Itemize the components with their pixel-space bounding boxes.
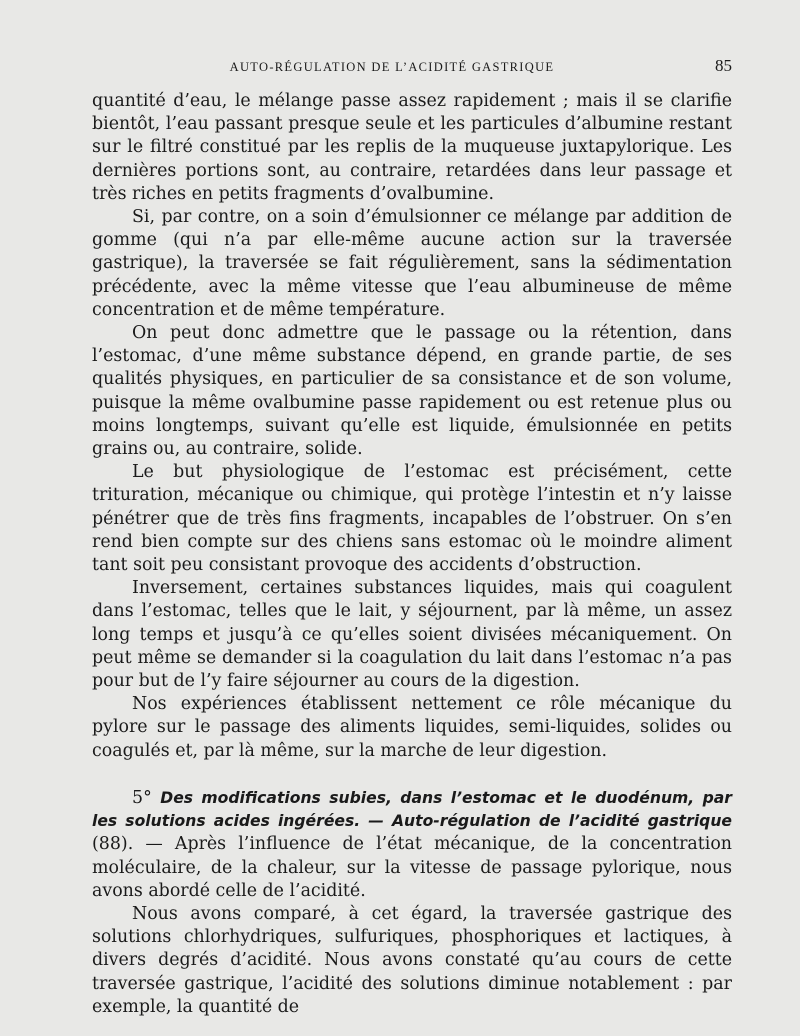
paragraph: Nous avons comparé, à cet égard, la traversée gastrique des solutions chlorhydriques, sulfuriques, phosphoriques et lactiques, à divers degrés d’acidité. Nous avons constaté qu’au cours de cette traversée gastrique, l’acidité des solutions diminue notablement : par exemple, la quantité de [92, 903, 732, 1017]
section-title: Des modifications subies, dans l’estomac et le duodénum, par les solutions acides ingérées. — Auto-régulation de l’acidité gastrique [92, 788, 732, 831]
page-number: 85 [715, 56, 732, 75]
running-title: AUTO-RÉGULATION DE L’ACIDITÉ GASTRIQUE [229, 60, 555, 74]
paragraph-continued: quantité d’eau, le mélange passe assez rapidement ; mais il se clarifie bientôt, l’eau passant presque seule et les particules d’albumine restant sur le filtré constitué par les replis de la muqueuse juxtapylorique. Les dernières portions sont, au contraire, retardées dans leur passage et très riches en petits fragments d’ovalbumine. [92, 91, 732, 204]
paragraph: On peut donc admettre que le passage ou la rétention, dans l’estomac, d’une même substance dépend, en grande partie, de ses qualités physiques, en particulier de sa consistance et de son volume, puisque la même ovalbumine passe rapidement ou est retenue plus ou moins longtemps, suivant qu’elle est liquide, émulsionnée en petits grains ou, au contraire, solide. [92, 323, 732, 460]
paragraph: Si, par contre, on a soin d’émulsionner ce mélange par addition de gomme (qui n’a par elle-même aucune action sur la traversée gastrique), la traversée se fait régulièrement, sans la sédimentation précédente, avec la même vitesse que l’eau albumineuse de même concentration et de même température. [92, 207, 732, 320]
paragraph: Nos expériences établissent nettement ce rôle mécanique du pylore sur le passage des aliments liquides, semi-liquides, solides ou coagulés et, par là même, sur la marche de leur digestion. [92, 694, 732, 761]
section-heading-paragraph [92, 787, 732, 903]
paragraph: Inversement, certaines substances liquides, mais qui coagulent dans l’estomac, telles que le lait, y séjournent, par là même, un assez long temps et jusqu’à ce qu’elles soient divisées mécaniquement. On peut même se demander si la coagulation du lait dans l’estomac n’a pas pour but de l’y faire séjourner au cours de la digestion. [92, 578, 732, 692]
body-text [92, 90, 732, 1019]
section-number: 5° [132, 787, 152, 808]
section-lead-in: — Après l’influence de l’état mécanique, de la concentration moléculaire, de la chaleur, sur la vitesse de passage pylorique, nous avons abordé celle de l’acidité. [92, 834, 733, 901]
paragraph: Le but physiologique de l’estomac est précisément, cette trituration, mécanique ou chimique, qui protège l’intestin et n’y laisse pénétrer que de très fins fragments, incapables de l’obstruer. On s’en rend bien compte sur des chiens sans estomac où le moindre aliment tant soit peu consistant provoque des accidents d’obstruction. [92, 462, 732, 576]
page-header [92, 54, 732, 78]
section-reference: (88). [92, 834, 134, 855]
